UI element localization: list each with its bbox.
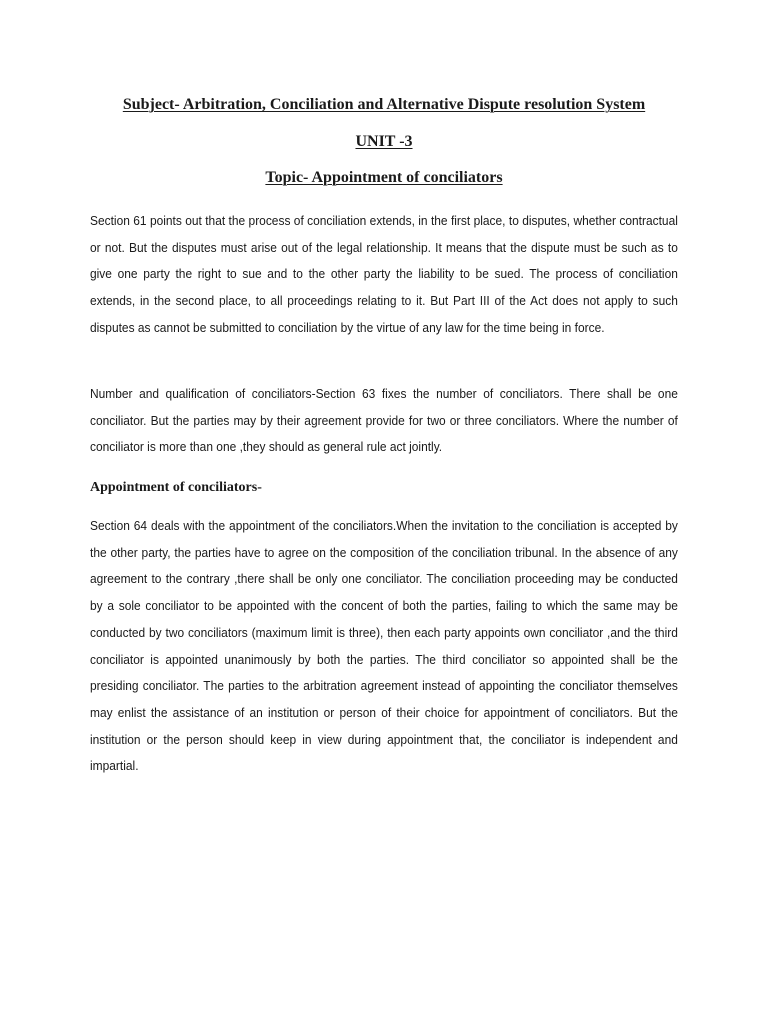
appointment-subheading: Appointment of conciliators-	[90, 480, 262, 495]
paragraph-section-61: Section 61 points out that the process of conciliation extends, in the first place, to disputes, whether contractual or not. But the disputes must arise out of the legal relationship. It means that the dispute must be such as to give one party the right to sue and to the other party the liability to be sued. The process of conciliation extends, in the second place, to all proceedings relating to it. But Part III of the Act does not apply to such disputes as cannot be submitted to conciliation by the virtue of any law for the time being in force.	[90, 213, 678, 335]
subject-heading: Subject- Arbitration, Conciliation and Alternative Dispute resolution System	[122, 96, 646, 113]
unit-heading: UNIT -3	[355, 133, 413, 150]
paragraph-section-64: Section 64 deals with the appointment of the conciliators.When the invitation to the conciliation is accepted by the other party, the parties have to agree on the composition of the conciliation tribunal. In the absence of any agreement to the contrary ,there shall be only one conciliator. The conciliation proceeding may be conducted by a sole conciliator to be appointed with the concent of both the parties, failing to which the same may be conducted by two conciliators (maximum limit is three), then each party appoints own conciliator ,and the third conciliator is appointed unanimously by both the parties. The third conciliator so appointed shall be the presiding conciliator. The parties to the arbitration agreement instead of appointing the conciliator themselves may enlist the assistance of an institution or person of their choice for appointment of conciliators. But the institution or the person should keep in view during appointment that, the conciliator is independent and impartial.	[90, 518, 678, 774]
topic-heading: Topic- Appointment of conciliators	[265, 169, 503, 186]
paragraph-number-of-conciliators: Number and qualification of conciliators-Section 63 fixes the number of conciliators. There shall be one conciliator. But the parties may by their agreement provide for two or three conciliators. Where the number of conciliator is more than one ,they should as general rule act jointly.	[90, 386, 678, 455]
